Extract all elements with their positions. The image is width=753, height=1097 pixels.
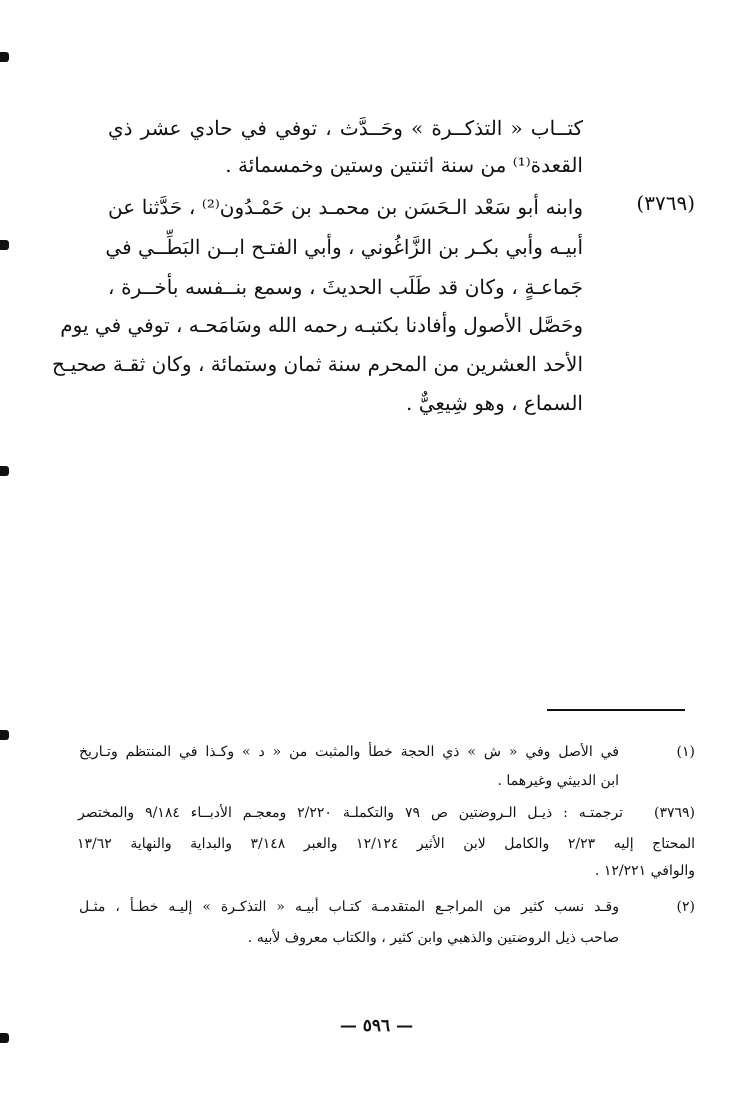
footnote-line: ابن الدبيثي وغيرهما . — [497, 773, 619, 789]
body-line: كتــاب « التذكــرة » وحَــدَّث ، توفي في حادي عشر ذي — [108, 116, 583, 140]
scan-edge-mark — [0, 730, 9, 740]
footnote-number: (١) — [676, 744, 695, 760]
footnote-line: وقـد نسب كثير من المراجـع المتقدمـة كتـاب أبيـه « التذكـرة » إليـه خطـأ ، مثـل — [79, 899, 619, 915]
body-line: السماع ، وهو شِيعِيٌّ . — [406, 391, 583, 415]
scan-edge-mark — [0, 466, 9, 476]
scan-edge-mark — [0, 240, 9, 250]
body-line: وحَصَّل الأصول وأفادنا بكتبـه رحمه الله وسَامَحـه ، توفي في يوم — [60, 313, 583, 337]
footnote-number: (٢) — [676, 899, 695, 915]
footnote-line: والوافي ١٢/٢٢١ . — [594, 863, 695, 879]
footnote-line: ترجمتـه : ذيـل الـروضتين ص ٧٩ والتكملـة ٢/٢٢٠ ومعجـم الأدبــاء ٩/١٨٤ والمختصر — [78, 805, 624, 821]
footnote-number: (٣٧٦٩) — [653, 805, 695, 821]
footnote-line: صاحب ذيل الروضتين والذهبي وابن كثير ، والكتاب معروف لأبيه . — [247, 930, 619, 946]
body-line: القعدة⁽¹⁾ من سنة اثنتين وستين وخمسمائة . — [225, 153, 583, 177]
footnote-separator — [547, 709, 685, 711]
footnote-line: في الأصل وفي « ش » ذي الحجة خطأ والمثبت من « د » وكـذا في المنتظم وتـاريخ — [79, 744, 619, 760]
body-line: جَماعـةٍ ، وكان قد طَلَب الحديثَ ، وسمع بنــفسه بأخــرة ، — [108, 275, 583, 299]
entry-number: (٣٧٦٩) — [636, 191, 695, 215]
scan-edge-mark — [0, 52, 9, 62]
body-line: الأحد العشرين من المحرم سنة ثمان وستمائة ، وكان ثقـة صحيـح — [51, 352, 583, 376]
page-number: — ٥٩٦ — — [339, 1016, 414, 1036]
body-line: أبيـه وأبي بكـر بن الزَّاغُوني ، وأبي الفتـح ابــن البَطِّــي في — [105, 235, 583, 259]
footnote-line: المحتاج إليه ٢/٢٣ والكامل لابن الأثير ١٢/١٢٤ والعبر ٣/١٤٨ والبداية والنهاية ١٣/٦٢ — [77, 836, 695, 852]
body-line: وابنه أبو سَعْد الـحَسَن بن محمـد بن حَمْـدُون⁽²⁾ ، حَدَّثنا عن — [108, 195, 584, 219]
